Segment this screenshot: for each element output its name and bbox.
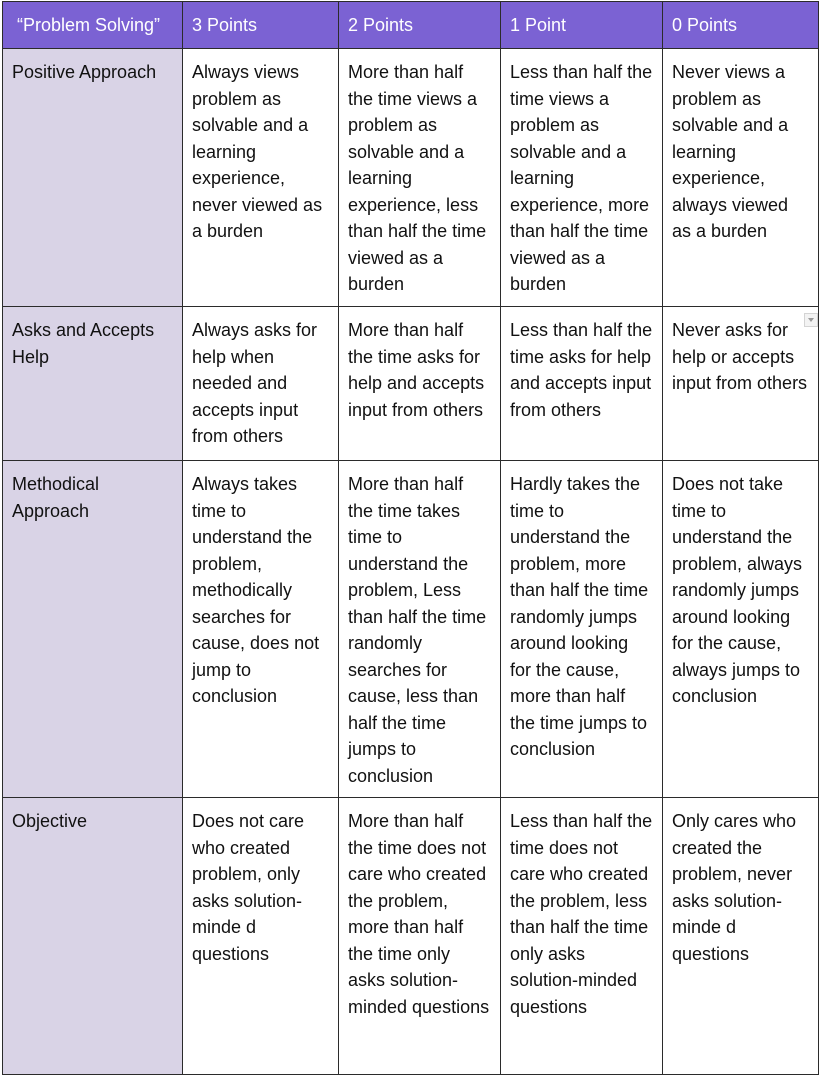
table-row <box>3 798 819 1075</box>
rubric-cell: Never asks for help or accepts input from others <box>663 307 819 461</box>
rubric-cell: Less than half the time asks for help and accepts input from others <box>501 307 663 461</box>
criterion-cell: Objective <box>3 798 183 1075</box>
rubric-cell: Does not take time to understand the problem, always randomly jumps around looking for the cause, always jumps to conclusion <box>663 461 819 798</box>
rubric-cell: More than half the time takes time to understand the problem, Less than half the time randomly searches for cause, less than half the time jumps to conclusion <box>339 461 501 798</box>
rubric-cell: Always takes time to understand the problem, methodically searches for cause, does not jump to conclusion <box>183 461 339 798</box>
rubric-cell: More than half the time does not care who created the problem, more than half the time only asks solution-minded questions <box>339 798 501 1075</box>
rubric-cell: Never views a problem as solvable and a learning experience, always viewed as a burden <box>663 49 819 307</box>
header-level-3-points: 3 Points <box>183 2 339 49</box>
header-level-2-points: 2 Points <box>339 2 501 49</box>
rubric-cell: Only cares who created the problem, never asks solution-minde d questions <box>663 798 819 1075</box>
rubric-cell: Less than half the time does not care who created the problem, less than half the time only asks solution-minded questions <box>501 798 663 1075</box>
rubric-cell: Always asks for help when needed and accepts input from others <box>183 307 339 461</box>
table-row <box>3 49 819 307</box>
header-criterion: “Problem Solving” <box>3 2 183 49</box>
criterion-cell: Asks and Accepts Help <box>3 307 183 461</box>
criterion-cell: Positive Approach <box>3 49 183 307</box>
rubric-cell: Always views problem as solvable and a learning experience, never viewed as a burden <box>183 49 339 307</box>
table-row <box>3 461 819 798</box>
rubric-table <box>2 1 819 1075</box>
table-row <box>3 307 819 461</box>
header-level-1-point: 1 Point <box>501 2 663 49</box>
cell-dropdown-icon[interactable] <box>804 313 818 327</box>
rubric-cell: Less than half the time views a problem as solvable and a learning experience, more than half the time viewed as a burden <box>501 49 663 307</box>
header-row <box>3 2 819 49</box>
rubric-cell: Hardly takes the time to understand the problem, more than half the time randomly jumps around looking for the cause, more than half the time jumps to conclusion <box>501 461 663 798</box>
rubric-cell: Does not care who created problem, only asks solution-minde d questions <box>183 798 339 1075</box>
header-level-0-points: 0 Points <box>663 2 819 49</box>
rubric-cell: More than half the time views a problem as solvable and a learning experience, less than half the time viewed as a burden <box>339 49 501 307</box>
criterion-cell: Methodical Approach <box>3 461 183 798</box>
rubric-cell: More than half the time asks for help and accepts input from others <box>339 307 501 461</box>
